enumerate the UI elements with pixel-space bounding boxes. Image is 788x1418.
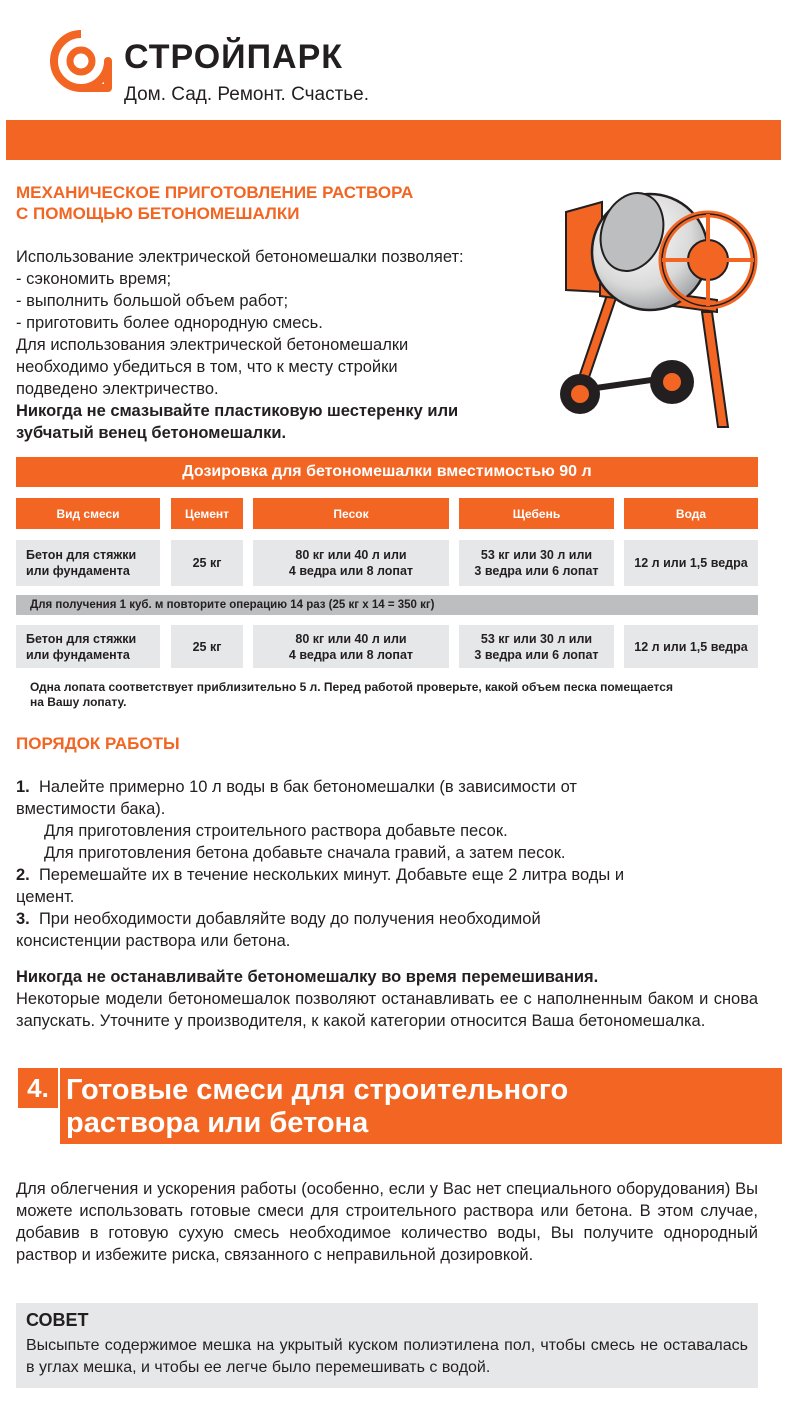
- brand-logo-icon: [50, 30, 112, 92]
- footnote-line: Одна лопата соответствует приблизительно 5 л. Перед работой проверьте, какой объем песка помещается: [30, 680, 673, 694]
- table-cell-gravel: [459, 625, 614, 668]
- step-number: 3.: [16, 910, 30, 928]
- footnote-line: на Вашу лопату.: [30, 695, 127, 709]
- table-cell-water: 12 л или 1,5 ведра: [624, 540, 758, 586]
- warning-line: зубчатый венец бетономешалки.: [16, 424, 287, 442]
- cell-line: 53 кг или 30 л или: [480, 548, 593, 562]
- cell-line: Бетон для стяжки: [26, 631, 137, 646]
- work-order-title: ПОРЯДОК РАБОТЫ: [16, 734, 180, 753]
- step-number: 2.: [16, 866, 30, 884]
- section4-heading: [66, 1074, 766, 1140]
- repeat-note: Для получения 1 куб. м повторите операцию 14 раз (25 кг х 14 = 350 кг): [16, 595, 758, 615]
- cell-line: 4 ведра или 8 лопат: [288, 647, 414, 662]
- ready-mix-paragraph: Для облегчения и ускорения работы (особенно, если у Вас нет специального оборудования) Вы можете использовать готовые смеси для строительного раствора или бетона. В этом случае, добавив в готовую сухую смесь необходимое количество воды, Вы получите однородный раствор и избежите риска, связанного с неправильной дозировкой.: [16, 1180, 758, 1264]
- table-cell-cement: 25 кг: [171, 625, 243, 668]
- section-title-line: С ПОМОЩЬЮ БЕТОНОМЕШАЛКИ: [16, 204, 300, 223]
- dosage-table-title: Дозировка для бетономешалки вместимостью 90 л: [16, 457, 758, 487]
- heading-line: Готовые смеси для строительного: [66, 1074, 569, 1106]
- intro-line: подведено электричество.: [16, 380, 219, 398]
- brand-slogan: Дом. Сад. Ремонт. Счастье.: [124, 84, 370, 105]
- brand-name: СТРОЙПАРК: [124, 38, 344, 76]
- cell-line: или фундамента: [26, 647, 130, 662]
- section-title-line: МЕХАНИЧЕСКОЕ ПРИГОТОВЛЕНИЕ РАСТВОРА: [16, 183, 414, 202]
- step-text: вместимости бака).: [16, 800, 166, 818]
- header-divider-bar: [6, 120, 781, 160]
- cell-line: 4 ведра или 8 лопат: [288, 564, 414, 578]
- intro-line: - выполнить большой объем работ;: [16, 292, 289, 310]
- column-header-water: Вода: [624, 498, 758, 529]
- work-order-steps: [16, 776, 776, 952]
- cell-line: или фундамента: [26, 564, 130, 578]
- step-number: 1.: [16, 778, 30, 796]
- section-title: [16, 182, 536, 224]
- column-header-sand: Песок: [253, 498, 449, 529]
- cell-line: Бетон для стяжки: [26, 548, 137, 562]
- step-text: Перемешайте их в течение нескольких минут. Добавьте еще 2 литра воды и: [38, 866, 625, 884]
- column-header-gravel: Щебень: [459, 498, 614, 529]
- step-text: консистенции раствора или бетона.: [16, 932, 291, 950]
- column-header-cement: Цемент: [171, 498, 243, 529]
- table-cell-sand: [253, 625, 449, 668]
- tip-title: СОВЕТ: [26, 1310, 89, 1330]
- tip-text: Высыпьте содержимое мешка на укрытый куском полиэтилена пол, чтобы смесь не оставалась в углах мешка, и чтобы ее легче было перемешивать с водой.: [26, 1337, 748, 1376]
- step-text: Налейте примерно 10 л воды в бак бетономешалки (в зависимости от: [38, 778, 577, 796]
- table-cell-water: 12 л или 1,5 ведра: [624, 625, 758, 668]
- step-text: Для приготовления бетона добавьте сначала гравий, а затем песок.: [44, 844, 566, 862]
- intro-line: - сэкономить время;: [16, 270, 172, 288]
- cell-line: 53 кг или 30 л или: [480, 631, 593, 646]
- intro-line: - приготовить более однородную смесь.: [16, 314, 323, 332]
- cell-line: 80 кг или 40 л или: [295, 548, 407, 562]
- step-text: цемент.: [16, 888, 75, 906]
- heading-line: раствора или бетона: [66, 1107, 369, 1139]
- warning-heading: Никогда не останавливайте бетономешалку во время перемешивания.: [16, 968, 599, 986]
- shovel-footnote: [30, 680, 770, 710]
- table-cell-mix: [16, 540, 160, 586]
- cell-line: 3 ведра или 6 лопат: [474, 564, 599, 578]
- step-text: Для приготовления строительного раствора добавьте песок.: [44, 822, 508, 840]
- table-cell-mix: [16, 625, 160, 668]
- table-cell-sand: [253, 540, 449, 586]
- column-header-mix: Вид смеси: [16, 498, 160, 529]
- intro-line: Использование электрической бетономешалки позволяет:: [16, 248, 464, 266]
- concrete-mixer-illustration: [552, 172, 772, 442]
- section-number-badge: 4.: [18, 1068, 58, 1108]
- table-cell-gravel: [459, 540, 614, 586]
- table-cell-cement: 25 кг: [171, 540, 243, 586]
- warning-line: Никогда не смазывайте пластиковую шестеренку или: [16, 402, 459, 420]
- cell-line: 3 ведра или 6 лопат: [474, 647, 599, 662]
- step-text: При необходимости добавляйте воду до получения необходимой: [38, 910, 541, 928]
- warning-text: Некоторые модели бетономешалок позволяют останавливать ее с наполненным баком и снова запускать. Уточните у производителя, к какой категории относится Ваша бетономешалка.: [16, 990, 758, 1030]
- cell-line: 80 кг или 40 л или: [295, 631, 407, 646]
- mixer-warning: [16, 966, 758, 1032]
- intro-line: Для использования электрической бетономешалки: [16, 336, 409, 354]
- intro-line: необходимо убедиться в том, что к месту стройки: [16, 358, 398, 376]
- intro-text: [16, 246, 556, 444]
